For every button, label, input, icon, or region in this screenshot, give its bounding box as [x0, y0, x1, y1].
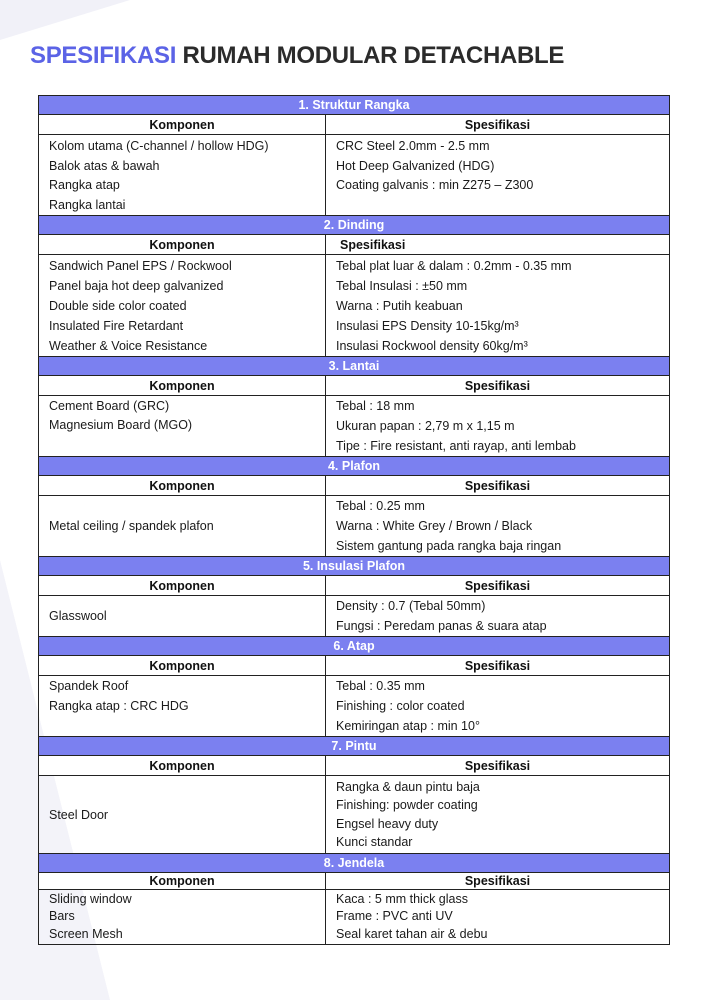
- spesifikasi-item: Kemiringan atap : min 10°: [336, 719, 480, 733]
- spesifikasi-cell: [326, 776, 670, 854]
- spesifikasi-item: Tebal : 18 mm: [336, 399, 415, 413]
- komponen-item: Bars: [49, 909, 75, 924]
- section-title: 5. Insulasi Plafon: [39, 557, 670, 576]
- section-pintu: [39, 737, 670, 854]
- page-title: [30, 42, 564, 70]
- spesifikasi-item: CRC Steel 2.0mm - 2.5 mm: [336, 139, 490, 153]
- komponen-header: Komponen: [39, 576, 326, 596]
- komponen-item: Sandwich Panel EPS / Rockwool: [49, 258, 232, 273]
- komponen-item: Rangka atap : CRC HDG: [49, 699, 189, 713]
- komponen-item: Weather & Voice Resistance: [49, 338, 208, 353]
- komponen-item: Balok atas & bawah: [49, 158, 160, 173]
- spesifikasi-header: Spesifikasi: [326, 235, 670, 255]
- komponen-header: Komponen: [39, 476, 326, 496]
- spesifikasi-cell: [326, 496, 670, 557]
- spesifikasi-cell: [326, 135, 670, 216]
- spesifikasi-item: Ukuran papan : 2,79 m x 1,15 m: [336, 419, 515, 433]
- spesifikasi-cell: [326, 890, 670, 945]
- spesifikasi-item: Kunci standar: [336, 835, 413, 849]
- section-lantai: [39, 357, 670, 457]
- spesifikasi-cell: [326, 396, 670, 457]
- komponen-item: Glasswool: [49, 609, 107, 623]
- komponen-item: Spandek Roof: [49, 679, 129, 693]
- section-jendela: [39, 854, 670, 945]
- section-plafon: [39, 457, 670, 557]
- komponen-item: Metal ceiling / spandek plafon: [49, 519, 214, 533]
- komponen-cell: [39, 135, 326, 216]
- komponen-item: Screen Mesh: [49, 926, 123, 941]
- spesifikasi-item: Warna : White Grey / Brown / Black: [336, 519, 533, 533]
- section-title: 6. Atap: [39, 637, 670, 656]
- spesifikasi-item: Coating galvanis : min Z275 – Z300: [336, 178, 534, 192]
- spesifikasi-item: Tebal : 0.35 mm: [336, 679, 425, 693]
- spesifikasi-header: Spesifikasi: [326, 376, 670, 396]
- spesifikasi-item: Tebal Insulasi : ±50 mm: [336, 278, 468, 293]
- spesifikasi-item: Engsel heavy duty: [336, 816, 439, 831]
- komponen-item: Magnesium Board (MGO): [49, 418, 193, 432]
- komponen-cell: [39, 255, 326, 357]
- spesifikasi-item: Seal karet tahan air & debu: [336, 926, 488, 941]
- komponen-cell: [39, 496, 326, 557]
- spesifikasi-item: Frame : PVC anti UV: [336, 909, 453, 924]
- komponen-item: Cement Board (GRC): [49, 399, 170, 413]
- section-insulasi-plafon: [39, 557, 670, 637]
- spec-table: [38, 95, 670, 945]
- spesifikasi-item: Tipe : Fire resistant, anti rayap, anti lembab: [336, 439, 576, 453]
- komponen-cell: [39, 596, 326, 637]
- spesifikasi-cell: [326, 255, 670, 357]
- spesifikasi-item: Tebal plat luar & dalam : 0.2mm - 0.35 mm: [336, 258, 572, 273]
- spesifikasi-item: Finishing : color coated: [336, 699, 465, 713]
- komponen-cell: [39, 776, 326, 854]
- komponen-item: Kolom utama (C-channel / hollow HDG): [49, 139, 269, 153]
- section-title: 2. Dinding: [39, 216, 670, 235]
- komponen-header: Komponen: [39, 873, 326, 890]
- komponen-cell: [39, 890, 326, 945]
- komponen-item: Rangka atap: [49, 178, 120, 192]
- spesifikasi-item: Warna : Putih keabuan: [336, 298, 463, 313]
- komponen-item: Panel baja hot deep galvanized: [49, 278, 224, 293]
- spesifikasi-cell: [326, 596, 670, 637]
- spesifikasi-item: Hot Deep Galvanized (HDG): [336, 158, 495, 173]
- spesifikasi-header: Spesifikasi: [326, 476, 670, 496]
- spesifikasi-item: Kaca : 5 mm thick glass: [336, 891, 468, 906]
- komponen-item: Double side color coated: [49, 298, 187, 313]
- spesifikasi-header: Spesifikasi: [326, 756, 670, 776]
- komponen-item: Insulated Fire Retardant: [49, 318, 184, 333]
- komponen-header: Komponen: [39, 115, 326, 135]
- spesifikasi-header: Spesifikasi: [326, 656, 670, 676]
- section-title: 7. Pintu: [39, 737, 670, 756]
- page-title-main: RUMAH MODULAR DETACHABLE: [182, 42, 565, 69]
- komponen-header: Komponen: [39, 756, 326, 776]
- section-dinding: [39, 216, 670, 357]
- spesifikasi-item: Sistem gantung pada rangka baja ringan: [336, 539, 562, 553]
- komponen-item: Steel Door: [49, 807, 109, 822]
- komponen-item: Sliding window: [49, 891, 132, 906]
- spesifikasi-item: Tebal : 0.25 mm: [336, 499, 425, 513]
- komponen-header: Komponen: [39, 656, 326, 676]
- komponen-header: Komponen: [39, 376, 326, 396]
- section-title: 1. Struktur Rangka: [39, 96, 670, 115]
- section-title: 8. Jendela: [39, 854, 670, 873]
- spesifikasi-item: Finishing: powder coating: [336, 798, 478, 812]
- section-struktur-rangka: [39, 96, 670, 216]
- komponen-item: Rangka lantai: [49, 197, 126, 212]
- spesifikasi-item: Rangka & daun pintu baja: [336, 779, 480, 794]
- spesifikasi-header: Spesifikasi: [326, 576, 670, 596]
- komponen-header: Komponen: [39, 235, 326, 255]
- spesifikasi-cell: [326, 676, 670, 737]
- komponen-cell: [39, 396, 326, 457]
- komponen-cell: [39, 676, 326, 737]
- spesifikasi-item: Density : 0.7 (Tebal 50mm): [336, 599, 486, 613]
- section-title: 4. Plafon: [39, 457, 670, 476]
- page-title-accent: SPESIFIKASI: [30, 42, 177, 69]
- spesifikasi-item: Insulasi Rockwool density 60kg/m³: [336, 338, 528, 353]
- spesifikasi-item: Fungsi : Peredam panas & suara atap: [336, 619, 547, 633]
- spesifikasi-item: Insulasi EPS Density 10-15kg/m³: [336, 318, 519, 333]
- spesifikasi-header: Spesifikasi: [326, 873, 670, 890]
- spesifikasi-header: Spesifikasi: [326, 115, 670, 135]
- section-atap: [39, 637, 670, 737]
- section-title: 3. Lantai: [39, 357, 670, 376]
